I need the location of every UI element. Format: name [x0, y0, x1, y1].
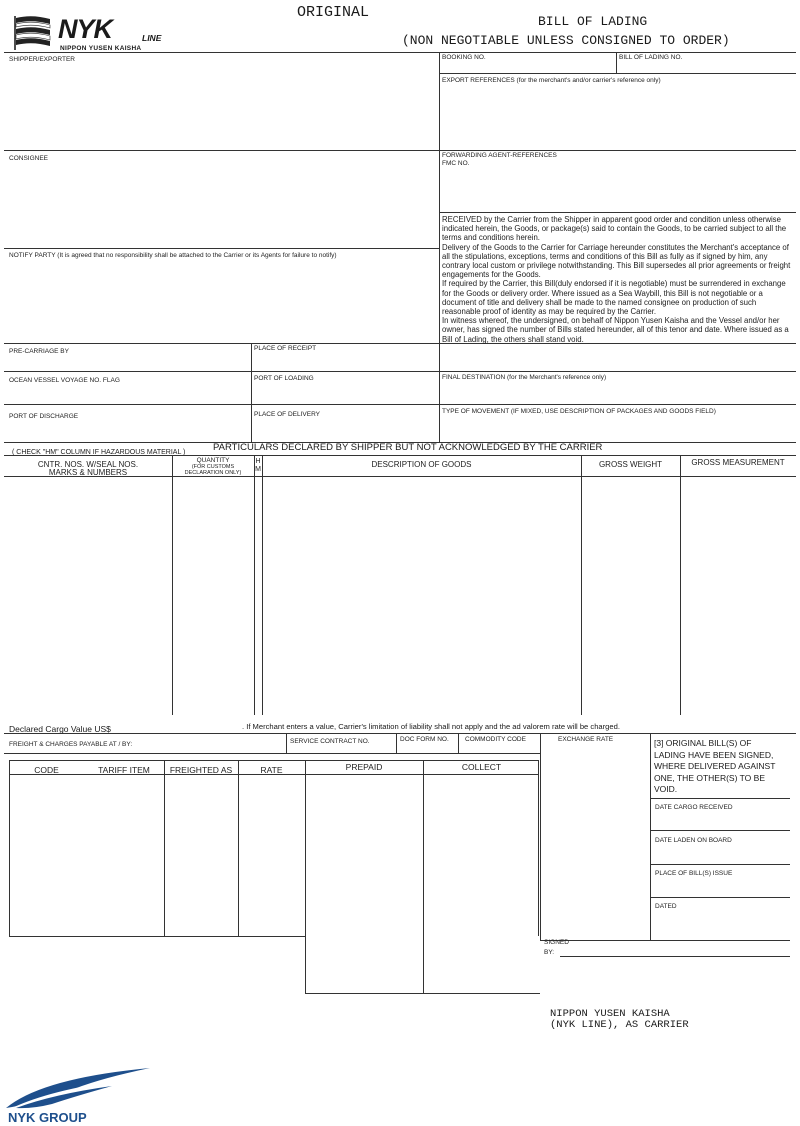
port-discharge-label: PORT OF DISCHARGE — [9, 413, 79, 420]
hazard-note: ( CHECK "HM" COLUMN IF HAZARDOUS MATERIAL ) — [12, 449, 186, 456]
col-description: DESCRIPTION OF GOODS — [371, 460, 472, 469]
col-code: CODE — [34, 765, 59, 775]
col-marks-2: MARKS & NUMBERS — [48, 468, 128, 477]
port-loading-label: PORT OF LOADING — [254, 375, 314, 382]
col-gross-measurement: GROSS MEASUREMENT — [691, 458, 785, 467]
col-h: H — [255, 458, 261, 465]
dated-label: DATED — [655, 903, 677, 910]
col-qty-3: DECLARATION ONLY) — [184, 470, 242, 476]
declared-value-note: . If Merchant enters a value, Carrier's limitation of liability shall not apply and the ad valorem rate will be charged. — [242, 722, 620, 731]
nyk-group-bird-icon — [2, 1064, 152, 1110]
original-stamp: ORIGINAL — [297, 4, 370, 21]
type-movement-label: TYPE OF MOVEMENT (IF MIXED, USE DESCRIPTION OF PACKAGES AND GOODS FIELD) — [442, 408, 716, 415]
terms-paragraph: If required by the Carrier, this Bill(duly endorsed if it is negotiable) must be surrendered in exchange for the Goods or delivery order. Where issued as a Sea Waybill, this Bill is not negotiable or a document of title and delivery shall be made to the named consignee on production of such reasonable proof of identity as may be required by the Carrier. — [442, 279, 786, 317]
col-collect: COLLECT — [461, 762, 502, 772]
carrier-line-2: (NYK LINE), AS CARRIER — [550, 1019, 689, 1031]
terms-paragraph: Delivery of the Goods to the Carrier for Carriage hereunder constitutes the Merchant's acceptance of all the stipulations, exceptions, terms and conditions of this Bill as fully as if signed by him, any contrary local custom or privilege notwithstanding. This Bill supersedes all prior agreements or freight engagements for the Goods. — [442, 242, 791, 280]
logo-sub: LINE — [142, 33, 162, 43]
col-m: M — [255, 466, 261, 473]
col-rate: RATE — [260, 765, 283, 775]
fmc-no-label: FMC NO. — [442, 160, 470, 167]
logo-company: NIPPON YUSEN KAISHA — [60, 45, 142, 52]
terms-and-conditions — [442, 215, 792, 344]
col-marks-1: CNTR. NOS. W/SEAL NOS. — [37, 460, 139, 469]
col-qty-2: (FOR CUSTOMS — [191, 464, 235, 470]
exchange-rate-label: EXCHANGE RATE — [558, 736, 614, 743]
terms-paragraph: RECEIVED by the Carrier from the Shipper in apparent good order and condition unless otherwise indicated herein, the Goods, or package(s) said to contain the Goods, to be carried subject to all the terms and conditions herein. — [442, 215, 787, 243]
document-subtitle: (NON NEGOTIABLE UNLESS CONSIGNED TO ORDER) — [402, 33, 730, 48]
by-label: BY: — [544, 949, 555, 956]
logo-text: NYK — [58, 14, 113, 44]
signed-label: SIGNED — [544, 939, 569, 946]
carrier-line-1: NIPPON YUSEN KAISHA — [550, 1008, 670, 1020]
col-prepaid: PREPAID — [345, 762, 383, 772]
date-received-label: DATE CARGO RECEIVED — [655, 804, 733, 811]
nyk-group-label: NYK GROUP — [8, 1110, 87, 1125]
document-title: BILL OF LADING — [538, 14, 648, 29]
booking-no-label: BOOKING NO. — [442, 54, 486, 61]
ocean-vessel-label: OCEAN VESSEL VOYAGE NO. FLAG — [9, 377, 120, 384]
consignee-label: CONSIGNEE — [9, 155, 49, 162]
nyk-flag-logo — [12, 14, 52, 50]
date-laden-label: DATE LADEN ON BOARD — [655, 837, 732, 844]
place-issue-label: PLACE OF BILL(S) ISSUE — [655, 870, 733, 877]
doc-form-label: DOC FORM NO. — [400, 736, 449, 743]
commodity-code-label: COMMODITY CODE — [465, 736, 526, 743]
originals-note: [3] ORIGINAL BILL(S) OF LADING HAVE BEEN SIGNED, WHERE DELIVERED AGAINST ONE, THE OTHER(S) TO BE VOID. — [654, 738, 776, 794]
export-refs-label: EXPORT REFERENCES (for the merchant's and/or carrier's reference only) — [442, 77, 661, 84]
pre-carriage-label: PRE-CARRIAGE BY — [9, 348, 69, 355]
service-contract-label: SERVICE CONTRACT NO. — [290, 738, 370, 745]
col-tariff: TARIFF ITEM — [98, 765, 150, 775]
col-freighted: FREIGHTED AS — [169, 765, 233, 775]
forwarding-agent-label: FORWARDING AGENT-REFERENCES — [442, 152, 557, 159]
notify-party-label: NOTIFY PARTY (It is agreed that no responsibility shall be attached to the Carrier or its Agents for failure to notify) — [9, 252, 337, 259]
declared-value-label: Declared Cargo Value US$ — [9, 724, 111, 734]
terms-paragraph: In witness whereof, the undersigned, on behalf of Nippon Yusen Kaisha and the Vessel and/or her owner, has signed the number of Bills stated hereunder, all of this tenor and date. Where issued as a Bill of Lading, the others shall stand void. — [442, 316, 789, 344]
freight-payable-label: FREIGHT & CHARGES PAYABLE AT / BY: — [9, 741, 133, 748]
col-gross-weight: GROSS WEIGHT — [598, 460, 663, 469]
bl-no-label: BILL OF LADING NO. — [619, 54, 683, 61]
place-delivery-label: PLACE OF DELIVERY — [254, 411, 320, 418]
charges-table — [9, 760, 539, 936]
final-destination-label: FINAL DESTINATION (for the Merchant's reference only) — [442, 374, 607, 381]
shipper-label: SHIPPER/EXPORTER — [9, 56, 75, 63]
particulars-title: PARTICULARS DECLARED BY SHIPPER BUT NOT ACKNOWLEDGED BY THE CARRIER — [213, 442, 603, 453]
place-receipt-label: PLACE OF RECEIPT — [254, 345, 317, 352]
signature-line[interactable] — [560, 956, 790, 957]
col-qty-1: QUANTITY — [196, 457, 230, 464]
